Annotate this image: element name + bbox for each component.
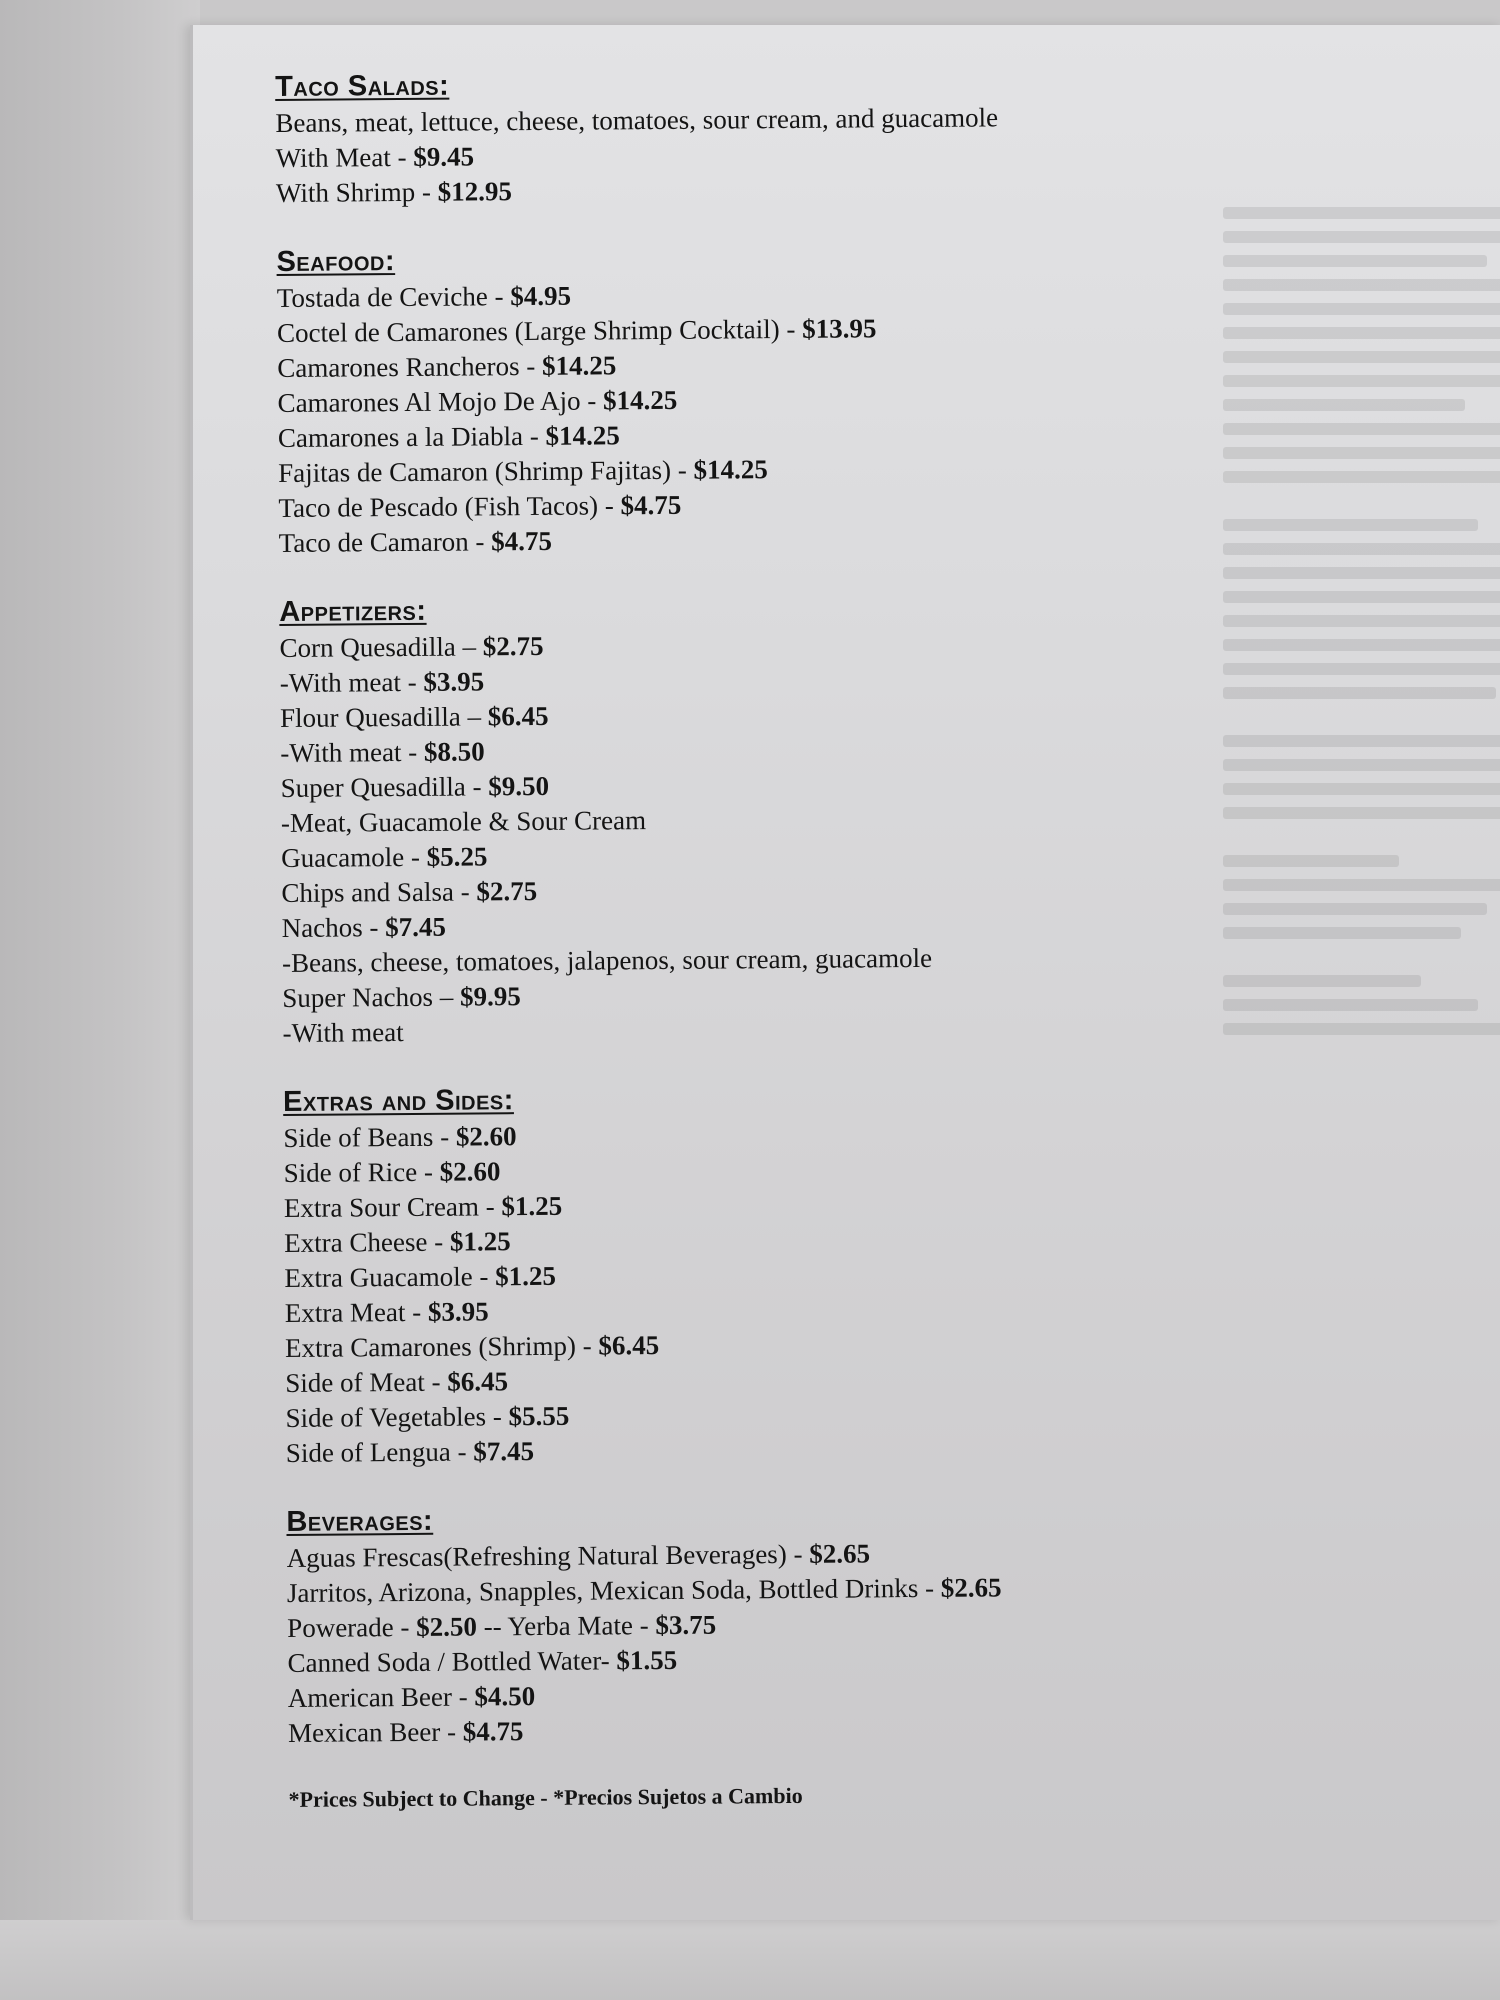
item-price: $1.25 bbox=[501, 1190, 563, 1222]
item-separator: - bbox=[424, 1366, 448, 1397]
section-title: Beverages: bbox=[286, 1504, 434, 1538]
item-separator: - bbox=[417, 1156, 440, 1187]
item-price: $14.25 bbox=[693, 454, 768, 485]
menu-section bbox=[275, 63, 1176, 211]
item-price: $12.95 bbox=[437, 176, 512, 207]
item-separator: - bbox=[427, 1226, 451, 1257]
item-separator: - bbox=[485, 1401, 509, 1432]
menu-sections bbox=[275, 63, 1188, 1751]
item-price: $1.55 bbox=[616, 1644, 678, 1676]
item-price: $1.25 bbox=[449, 1226, 511, 1257]
menu-section bbox=[283, 1078, 1186, 1471]
item-name: Side of Vegetables bbox=[285, 1401, 487, 1433]
price-disclaimer: *Prices Subject to Change - *Precios Sujetos a Cambio bbox=[288, 1782, 803, 1812]
item-price: $8.50 bbox=[423, 736, 485, 767]
item-separator: – bbox=[460, 701, 488, 732]
item-separator: - bbox=[918, 1572, 941, 1603]
item-separator: - bbox=[522, 420, 546, 452]
item-name: Powerade bbox=[287, 1612, 394, 1643]
item-separator: - bbox=[390, 141, 414, 173]
item-name: Super Quesadilla bbox=[280, 771, 466, 803]
item-name: Beans, meat, lettuce, cheese, tomatoes, sour cream, and guacamole bbox=[275, 102, 999, 138]
item-price: $14.25 bbox=[541, 350, 617, 381]
item-price: $4.75 bbox=[620, 489, 682, 521]
item-separator: - bbox=[401, 736, 425, 768]
item-separator: - bbox=[453, 876, 477, 907]
menu-item bbox=[288, 1709, 1188, 1751]
item-price: $3.95 bbox=[427, 1296, 489, 1327]
item-price: $5.25 bbox=[426, 841, 488, 872]
menu-item bbox=[282, 1009, 1182, 1051]
item-separator: - bbox=[440, 1716, 463, 1747]
item-price: $2.60 bbox=[455, 1121, 517, 1152]
item-price: $5.55 bbox=[508, 1400, 570, 1432]
menu-item bbox=[286, 1429, 1186, 1471]
item-name: Camarones Rancheros bbox=[277, 351, 520, 383]
item-name: Extra Guacamole bbox=[284, 1261, 473, 1293]
item-name: Extra Meat bbox=[284, 1297, 406, 1328]
item-name: Side of Rice bbox=[283, 1156, 418, 1188]
table-surface bbox=[0, 0, 200, 2000]
item-price: $14.25 bbox=[545, 420, 620, 451]
item-price: $14.25 bbox=[602, 384, 678, 416]
item-price: $4.50 bbox=[474, 1681, 536, 1712]
item-price: $7.45 bbox=[385, 911, 447, 943]
item-name: -Meat, Guacamole & Sour Cream bbox=[280, 805, 647, 838]
item-separator: - bbox=[478, 1191, 502, 1222]
item-name: -With meat bbox=[280, 737, 402, 768]
menu-section bbox=[286, 1498, 1188, 1751]
item-price: $3.95 bbox=[423, 666, 485, 697]
item-separator: - bbox=[597, 490, 621, 521]
item-separator: - bbox=[472, 1261, 496, 1292]
item-name: Extra Cheese bbox=[284, 1226, 428, 1258]
item-name: Flour Quesadilla bbox=[279, 701, 461, 733]
item-name: With Meat bbox=[275, 142, 391, 173]
item-separator: - bbox=[433, 1121, 456, 1152]
item-name: -With meat bbox=[279, 667, 402, 698]
item-price: $4.75 bbox=[491, 525, 553, 557]
item-separator: – bbox=[455, 631, 483, 662]
menu-item bbox=[279, 519, 1179, 561]
item-name: -Beans, cheese, tomatoes, jalapenos, sour cream, guacamole bbox=[281, 942, 933, 978]
item-separator: - bbox=[580, 385, 604, 416]
item-extra-text: -- Yerba Mate - bbox=[476, 1610, 656, 1642]
item-price: $9.50 bbox=[488, 770, 550, 802]
item-separator: - bbox=[415, 176, 438, 207]
item-name: Side of Meat bbox=[285, 1366, 425, 1398]
item-name: -With meat bbox=[282, 1017, 404, 1048]
item-separator: - bbox=[404, 841, 427, 873]
item-price: $4.75 bbox=[462, 1716, 524, 1747]
item-price: $2.50 bbox=[416, 1611, 478, 1642]
item-price: $13.95 bbox=[802, 313, 877, 344]
section-title: Appetizers: bbox=[279, 594, 427, 628]
item-name: Side of Lengua bbox=[285, 1436, 451, 1468]
item-price: $6.45 bbox=[447, 1366, 509, 1397]
item-name: Canned Soda / Bottled Water bbox=[287, 1645, 601, 1678]
item-separator: - bbox=[468, 526, 492, 557]
item-separator: - bbox=[465, 771, 489, 802]
item-separator: - bbox=[600, 1645, 617, 1676]
item-name: Tostada de Ceviche bbox=[276, 281, 488, 313]
item-separator: - bbox=[487, 281, 511, 312]
item-name: Camarones Al Mojo De Ajo bbox=[277, 385, 581, 418]
item-separator: - bbox=[400, 666, 424, 698]
item-name: Side of Beans bbox=[283, 1121, 434, 1153]
item-name: Extra Sour Cream bbox=[283, 1191, 480, 1223]
item-separator: - bbox=[670, 454, 694, 485]
item-price: $2.65 bbox=[940, 1572, 1002, 1603]
item-separator: - bbox=[519, 350, 543, 382]
item-separator: - bbox=[393, 1611, 417, 1643]
menu-item bbox=[276, 169, 1176, 211]
item-price: $2.60 bbox=[439, 1156, 501, 1187]
item-name: Extra Camarones (Shrimp) bbox=[284, 1330, 577, 1363]
menu-section bbox=[279, 588, 1183, 1051]
item-name: Taco de Pescado (Fish Tacos) bbox=[278, 490, 599, 523]
item-separator: - bbox=[575, 1330, 599, 1361]
item-name: Fajitas de Camaron (Shrimp Fajitas) bbox=[278, 454, 672, 488]
item-name: Chips and Salsa bbox=[281, 876, 455, 908]
item-separator: - bbox=[362, 912, 386, 943]
item-separator: - bbox=[450, 1436, 474, 1467]
item-separator: - bbox=[451, 1681, 475, 1712]
item-price: $2.65 bbox=[809, 1538, 871, 1569]
item-price: $2.75 bbox=[476, 875, 538, 907]
item-name: Nachos bbox=[281, 912, 363, 943]
item-name: Super Nachos bbox=[282, 981, 434, 1013]
table-surface-bottom bbox=[0, 1920, 1500, 2000]
item-separator: - bbox=[405, 1296, 429, 1328]
item-separator: - bbox=[786, 1538, 810, 1570]
item-name: Guacamole bbox=[281, 842, 405, 873]
item-name: Mexican Beer bbox=[287, 1716, 441, 1748]
item-price: $1.25 bbox=[495, 1260, 557, 1292]
reverse-side-bleed-through bbox=[1223, 195, 1500, 1795]
item-name: Aguas Frescas(Refreshing Natural Beverages) bbox=[286, 1539, 787, 1573]
section-title: Seafood: bbox=[276, 245, 396, 278]
item-price: $6.45 bbox=[598, 1330, 660, 1361]
item-name: American Beer bbox=[287, 1681, 453, 1713]
section-title: Extras and Sides: bbox=[282, 1084, 514, 1118]
item-name: With Shrimp bbox=[275, 176, 416, 208]
item-price: $6.45 bbox=[487, 700, 549, 732]
item-name: Jarritos, Arizona, Snapples, Mexican Soda, Bottled Drinks bbox=[286, 1572, 919, 1608]
item-price: $4.95 bbox=[510, 280, 572, 312]
item-name: Coctel de Camarones (Large Shrimp Cocktail) bbox=[276, 314, 780, 348]
item-extra-price: $3.75 bbox=[655, 1609, 717, 1641]
section-title: Taco Salads: bbox=[275, 69, 450, 103]
menu-section bbox=[276, 238, 1178, 561]
item-name: Corn Quesadilla bbox=[279, 631, 456, 663]
item-name: Camarones a la Diabla bbox=[277, 421, 524, 453]
item-separator: – bbox=[432, 981, 461, 1012]
item-price: $2.75 bbox=[482, 630, 544, 662]
item-price: $7.45 bbox=[473, 1436, 535, 1467]
item-separator: - bbox=[779, 313, 803, 345]
menu-content bbox=[275, 63, 1189, 1815]
item-price: $9.95 bbox=[459, 981, 521, 1012]
item-name: Taco de Camaron bbox=[278, 526, 469, 558]
item-price: $9.45 bbox=[413, 141, 475, 172]
